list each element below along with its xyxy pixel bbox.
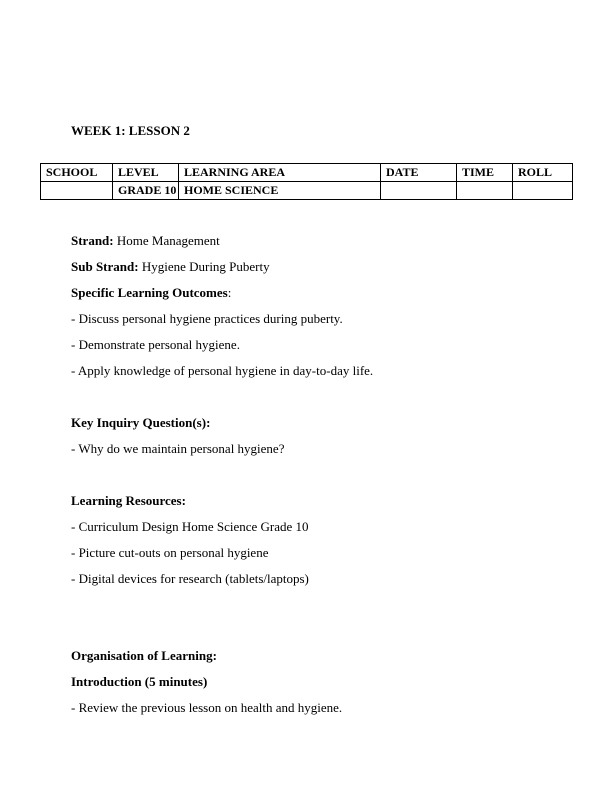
table-data-row <box>41 182 573 200</box>
table-header-roll: ROLL <box>513 164 573 182</box>
sub-strand-label: Sub Strand: <box>71 259 139 274</box>
outcomes-label: Specific Learning Outcomes <box>71 285 228 300</box>
outcome-item: - Discuss personal hygiene practices during puberty. <box>71 311 343 326</box>
resource-item: - Picture cut-outs on personal hygiene <box>71 545 269 560</box>
sub-strand-value: Hygiene During Puberty <box>138 259 270 274</box>
introduction-heading: Introduction (5 minutes) <box>71 674 208 689</box>
resource-item: - Curriculum Design Home Science Grade 10 <box>71 519 309 534</box>
table-cell-time <box>457 182 513 200</box>
table-header-learning-area: LEARNING AREA <box>179 164 381 182</box>
table-cell-level: GRADE 10 <box>113 182 179 200</box>
outcomes-heading <box>71 286 572 300</box>
sub-strand-line <box>71 260 572 274</box>
outcome-item: - Demonstrate personal hygiene. <box>71 337 240 352</box>
strand-label: Strand: <box>71 233 114 248</box>
key-inquiry-item: - Why do we maintain personal hygiene? <box>71 441 285 456</box>
table-header-school: SCHOOL <box>41 164 113 182</box>
lesson-info-table <box>40 163 573 200</box>
table-cell-roll <box>513 182 573 200</box>
lesson-body <box>71 234 572 715</box>
table-cell-date <box>381 182 457 200</box>
resources-heading: Learning Resources: <box>71 493 186 508</box>
table-cell-learning-area: HOME SCIENCE <box>179 182 381 200</box>
table-cell-school <box>41 182 113 200</box>
table-header-row <box>41 164 573 182</box>
lesson-heading: WEEK 1: LESSON 2 <box>71 123 190 138</box>
resource-item: - Digital devices for research (tablets/laptops) <box>71 571 309 586</box>
outcome-item: - Apply knowledge of personal hygiene in day-to-day life. <box>71 363 374 378</box>
table-header-level: LEVEL <box>113 164 179 182</box>
strand-value: Home Management <box>113 233 220 248</box>
outcomes-suffix: : <box>227 285 232 300</box>
table-header-date: DATE <box>381 164 457 182</box>
organisation-heading: Organisation of Learning: <box>71 648 217 663</box>
introduction-item: - Review the previous lesson on health and hygiene. <box>71 700 343 715</box>
key-inquiry-heading: Key Inquiry Question(s): <box>71 415 211 430</box>
table-header-time: TIME <box>457 164 513 182</box>
strand-line <box>71 234 572 248</box>
